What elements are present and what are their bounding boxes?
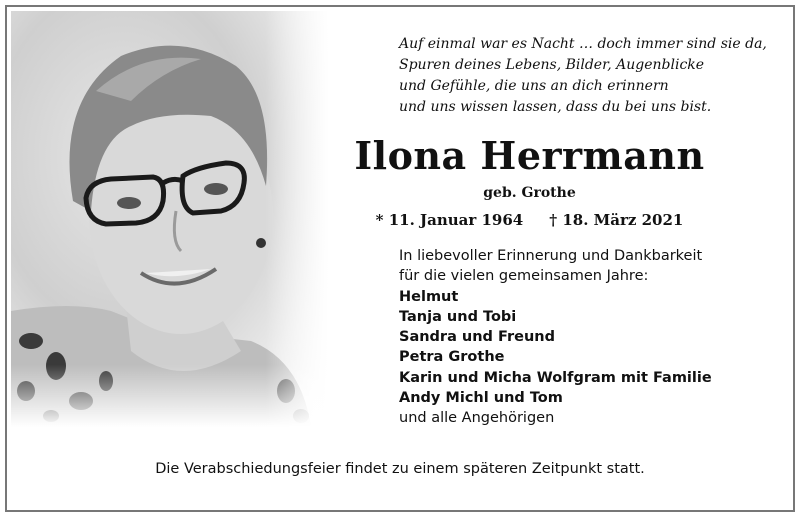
portrait-photo bbox=[11, 11, 329, 427]
mourner-name: Karin und Micha Wolfgram mit Familie bbox=[399, 369, 712, 386]
mourners-intro-line: In liebevoller Erinnerung und Dankbarkeit bbox=[399, 248, 703, 264]
mourners-closing: und alle Angehörigen bbox=[399, 410, 555, 427]
mourner-name: Tanja und Tobi bbox=[399, 308, 517, 325]
life-dates bbox=[347, 209, 712, 231]
birth-date: * 11. Januar 1964 bbox=[375, 211, 524, 229]
mourners-list bbox=[399, 246, 712, 429]
obituary-notice bbox=[5, 5, 795, 512]
mourner-name: Andy Michl und Tom bbox=[399, 390, 563, 407]
poem-line: Spuren deines Lebens, Bilder, Augenblicke bbox=[399, 57, 705, 73]
poem-line: Auf einmal war es Nacht … doch immer sind sie da, bbox=[399, 36, 767, 52]
maiden-name: geb. Grothe bbox=[483, 185, 576, 201]
poem-line: und uns wissen lassen, dass du bei uns bist. bbox=[399, 99, 712, 115]
mourners-intro-line: für die vielen gemeinsamen Jahre: bbox=[399, 268, 649, 285]
memorial-poem bbox=[399, 34, 767, 118]
portrait-illustration bbox=[11, 11, 329, 427]
deceased-name: Ilona Herrmann bbox=[354, 133, 705, 178]
ceremony-note: Die Verabschiedungsfeier findet zu einem späteren Zeitpunkt statt. bbox=[155, 461, 645, 477]
death-date: † 18. März 2021 bbox=[549, 211, 684, 229]
mourner-name: Helmut bbox=[399, 288, 459, 305]
mourner-name: Petra Grothe bbox=[399, 349, 505, 366]
poem-line: und Gefühle, die uns an dich erinnern bbox=[399, 78, 669, 94]
mourner-name: Sandra und Freund bbox=[399, 329, 555, 346]
